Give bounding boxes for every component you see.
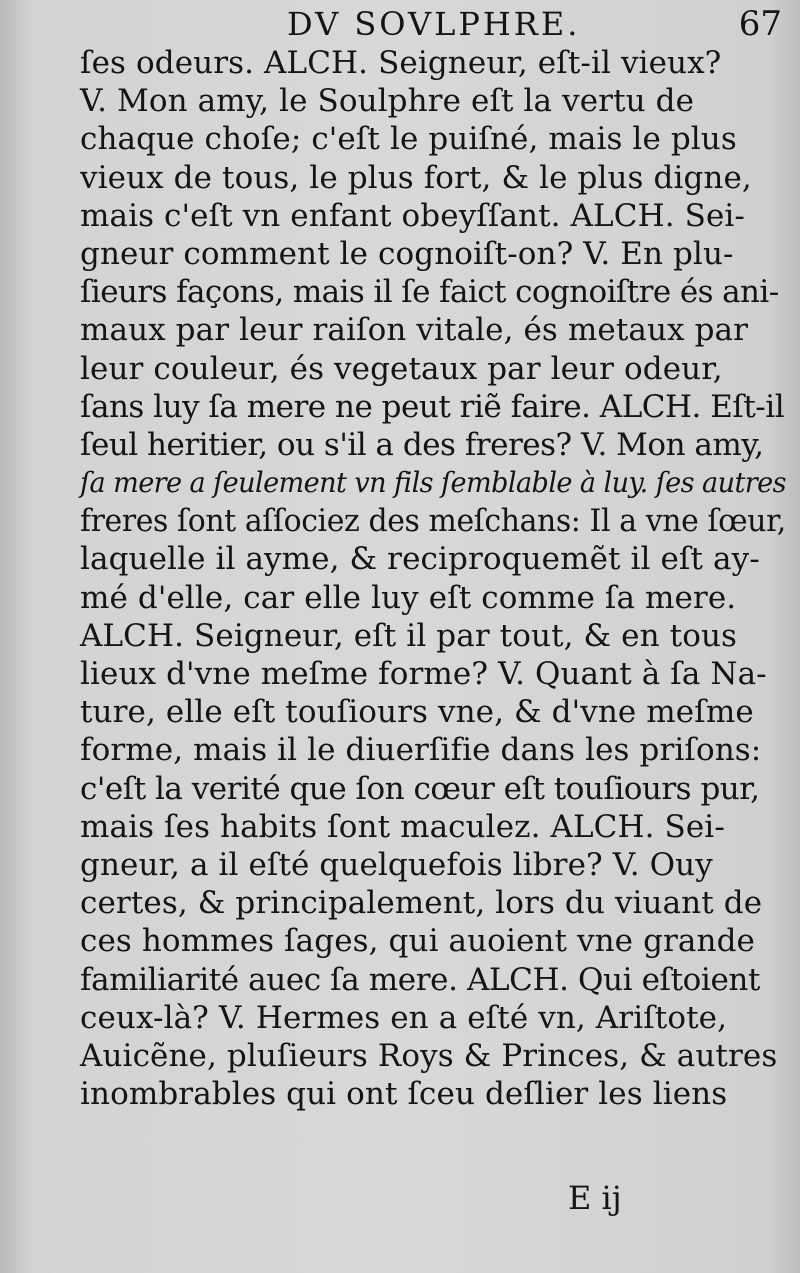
text-line: mé d'elle, car elle luy eſt comme ſa mere. bbox=[80, 579, 737, 616]
body-text bbox=[80, 44, 786, 1113]
text-line: mais ſes habits ſont maculez. ALCH. Sei- bbox=[80, 808, 725, 845]
text-line: vieux de tous, le plus fort, & le plus digne, bbox=[80, 159, 752, 196]
text-line: Auicẽne, pluſieurs Roys & Princes, & autres bbox=[80, 1037, 778, 1074]
text-line: c'eſt la verité que ſon cœur eſt touſiours pur, bbox=[80, 770, 760, 807]
text-line: ture, elle eſt touſiours vne, & d'vne meſme bbox=[80, 694, 754, 731]
text-line: familiarité auec ſa mere. ALCH. Qui eſtoient bbox=[80, 961, 761, 998]
page-header bbox=[0, 2, 800, 46]
text-line: ſeul heritier, ou s'il a des freres? V. Mon amy, bbox=[80, 426, 764, 463]
text-line-italic: ſa mere a ſeulement vn fils ſemblable à luy. ſes autres bbox=[80, 466, 786, 500]
text-line: ſes odeurs. ALCH. Seigneur, eſt-il vieux? bbox=[80, 45, 722, 81]
page-number: 67 bbox=[738, 4, 782, 44]
running-head: DV SOVLPHRE. bbox=[287, 5, 581, 43]
text-line: chaque choſe; c'eſt le puiſné, mais le plus bbox=[80, 121, 737, 158]
text-line: certes, & principalement, lors du viuant de bbox=[80, 885, 763, 922]
text-line: forme, mais il le diuerſifie dans les priſons: bbox=[80, 732, 762, 769]
text-line: ſieurs façons, mais il ſe faict cognoiſtre és ani- bbox=[80, 274, 779, 311]
text-line: ceux-là? V. Hermes en a eſté vn, Ariſtote, bbox=[80, 999, 728, 1036]
text-line: laquelle il ayme, & reciproquemẽt il eſt ay- bbox=[80, 541, 760, 578]
text-line: mais c'eſt vn enfant obeyſſant. ALCH. Sei- bbox=[80, 197, 745, 234]
text-line: gneur comment le cognoiſt-on? V. En plu- bbox=[80, 235, 734, 272]
text-line: maux par leur raiſon vitale, és metaux par bbox=[80, 312, 749, 349]
text-line: leur couleur, és vegetaux par leur odeur, bbox=[80, 350, 723, 387]
text-line: ces hommes ſages, qui auoient vne grande bbox=[80, 923, 755, 960]
text-line: lieux d'vne meſme forme? V. Quant à ſa Na- bbox=[80, 656, 767, 692]
text-line: freres ſont aſſociez des meſchans: Il a vne ſœur, bbox=[80, 503, 786, 540]
text-line: inombrables qui ont ſceu deſlier les liens bbox=[80, 1076, 728, 1113]
signature-mark: E ij bbox=[568, 1179, 622, 1217]
text-line: ALCH. Seigneur, eſt il par tout, & en tous bbox=[80, 617, 738, 654]
text-line: V. Mon amy, le Soulphre eſt la vertu de bbox=[80, 83, 695, 120]
text-line: gneur, a il eſté quelquefois libre? V. Ouy bbox=[80, 846, 713, 883]
text-line: ſans luy ſa mere ne peut riẽ faire. ALCH. Eſt-il bbox=[80, 388, 785, 425]
